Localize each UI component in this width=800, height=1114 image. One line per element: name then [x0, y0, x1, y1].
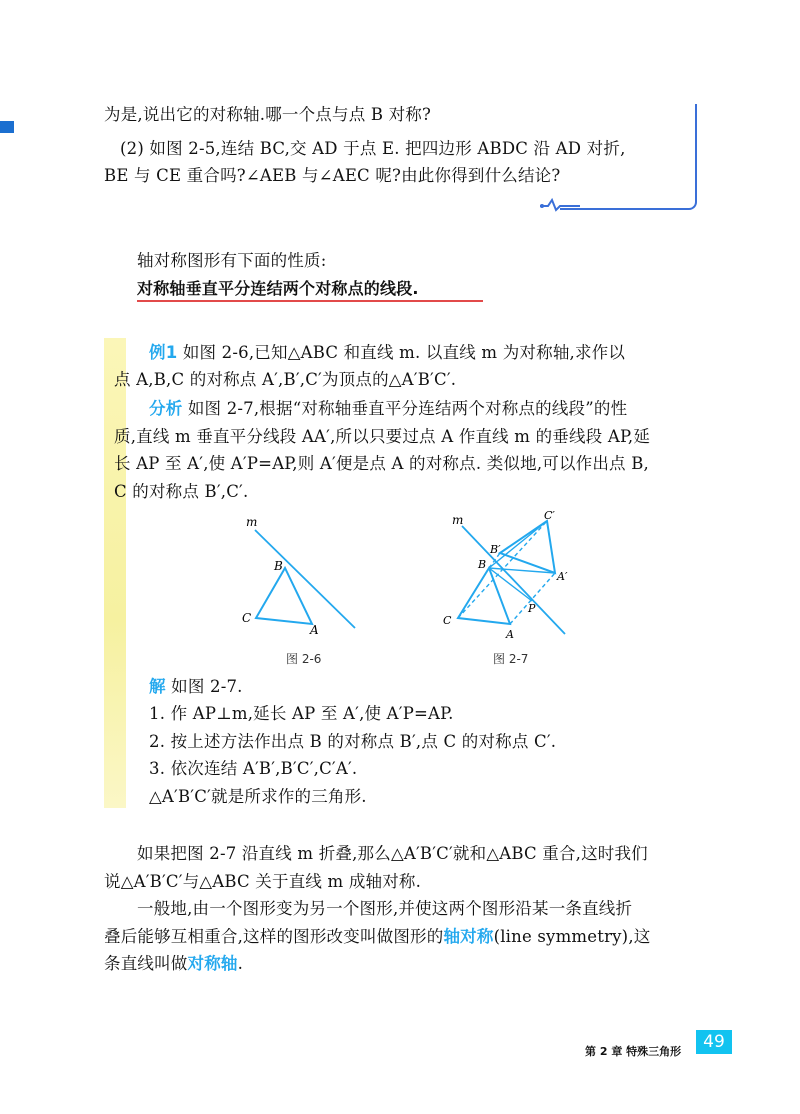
label-m: m — [452, 513, 464, 527]
analysis-line-3: 长 AP 至 A′,使 A′P=AP,则 A′便是点 A 的对称点. 类似地,可以作出点 B, — [114, 454, 649, 473]
paragraph-2-line-3 — [104, 953, 243, 975]
solution-step-1: 1. 作 AP⊥m,延长 AP 至 A′,使 A′P=AP. — [149, 704, 454, 723]
property-statement: 对称轴垂直平分连结两个对称点的线段. — [137, 279, 419, 298]
frame-squiggle — [540, 196, 580, 216]
analysis-line-4: C 的对称点 B′,C′. — [114, 482, 249, 501]
paragraph-2-text-c: 条直线叫做 — [104, 954, 188, 973]
term-axis-of-symmetry: 对称轴 — [187, 954, 238, 973]
triangle-a2b2c2 — [500, 521, 555, 573]
term-line-symmetry: 轴对称 — [443, 927, 494, 946]
solution-label: 解 — [149, 677, 166, 696]
paragraph-2-text-d: . — [237, 954, 244, 973]
figure-2-6-svg — [230, 510, 380, 640]
triangle-abc — [458, 568, 510, 624]
label-a: A — [310, 623, 319, 637]
exercise-line-1: 为是,说出它的对称轴.哪一个点与点 B 对称? — [104, 105, 432, 124]
label-a-prime: A′ — [557, 570, 568, 583]
solution-step-2: 2. 按上述方法作出点 B 的对称点 B′,点 C 的对称点 C′. — [149, 732, 557, 751]
solution-conclusion: △A′B′C′就是所求作的三角形. — [149, 787, 367, 806]
left-margin-marker — [0, 121, 14, 133]
analysis-label: 分析 — [149, 399, 183, 418]
example-side-band — [104, 338, 126, 808]
solution-intro: 如图 2-7. — [165, 677, 243, 696]
label-c: C — [242, 611, 252, 625]
label-c: C — [443, 614, 452, 627]
paragraph-2-line-1: 一般地,由一个图形变为另一个图形,并使这两个图形沿某一条直线折 — [137, 899, 633, 918]
figure-2-6-caption: 图 2-6 — [286, 652, 322, 666]
example-line-2: 点 A,B,C 的对称点 A′,B′,C′为顶点的△A′B′C′. — [114, 370, 457, 389]
label-b-prime: B′ — [490, 543, 501, 556]
label-m: m — [246, 515, 258, 529]
analysis-text-1: 如图 2-7,根据“对称轴垂直平分连结两个对称点的线段”的性 — [182, 399, 628, 418]
paragraph-1-line-1: 如果把图 2-7 沿直线 m 折叠,那么△A′B′C′就和△ABC 重合,这时我们 — [137, 844, 648, 863]
example-label: 例1 — [149, 343, 178, 362]
label-b: B — [274, 559, 283, 573]
solution-step-3: 3. 依次连结 A′B′,B′C′,C′A′. — [149, 759, 358, 778]
line-m — [255, 530, 355, 628]
label-p: P — [528, 602, 536, 615]
paragraph-2-text-a: 叠后能够互相重合,这样的图形改变叫做图形的 — [104, 927, 444, 946]
example-text-1: 如图 2-6,已知△ABC 和直线 m. 以直线 m 为对称轴,求作以 — [177, 343, 626, 362]
page-number: 49 — [696, 1030, 732, 1054]
paragraph-1-line-2: 说△A′B′C′与△ABC 关于直线 m 成轴对称. — [104, 872, 422, 891]
property-underline — [137, 300, 483, 302]
solution-intro-line — [149, 676, 243, 698]
exercise-line-2: (2) 如图 2-5,连结 BC,交 AD 于点 E. 把四边形 ABDC 沿 AD 对折, — [120, 139, 626, 158]
paragraph-2-text-b: (line symmetry),这 — [493, 927, 651, 946]
analysis-line-2: 质,直线 m 垂直平分线段 AA′,所以只要过点 A 作直线 m 的垂线段 AP,延 — [114, 427, 651, 446]
figure-2-7 — [440, 508, 590, 643]
analysis-line-1 — [149, 398, 627, 420]
example-line-1 — [149, 342, 625, 364]
paragraph-2-line-2 — [104, 926, 650, 948]
figure-2-7-caption: 图 2-7 — [493, 652, 529, 666]
property-intro: 轴对称图形有下面的性质: — [137, 251, 327, 270]
label-c-prime: C′ — [544, 509, 555, 522]
label-b: B — [478, 558, 487, 571]
chapter-footer: 第 2 章 特殊三角形 — [585, 1045, 682, 1058]
label-a: A — [506, 628, 514, 641]
figure-2-6 — [230, 510, 380, 640]
figure-2-7-svg — [440, 508, 590, 643]
exercise-line-3: BE 与 CE 重合吗?∠AEB 与∠AEC 呢?由此你得到什么结论? — [104, 166, 561, 185]
